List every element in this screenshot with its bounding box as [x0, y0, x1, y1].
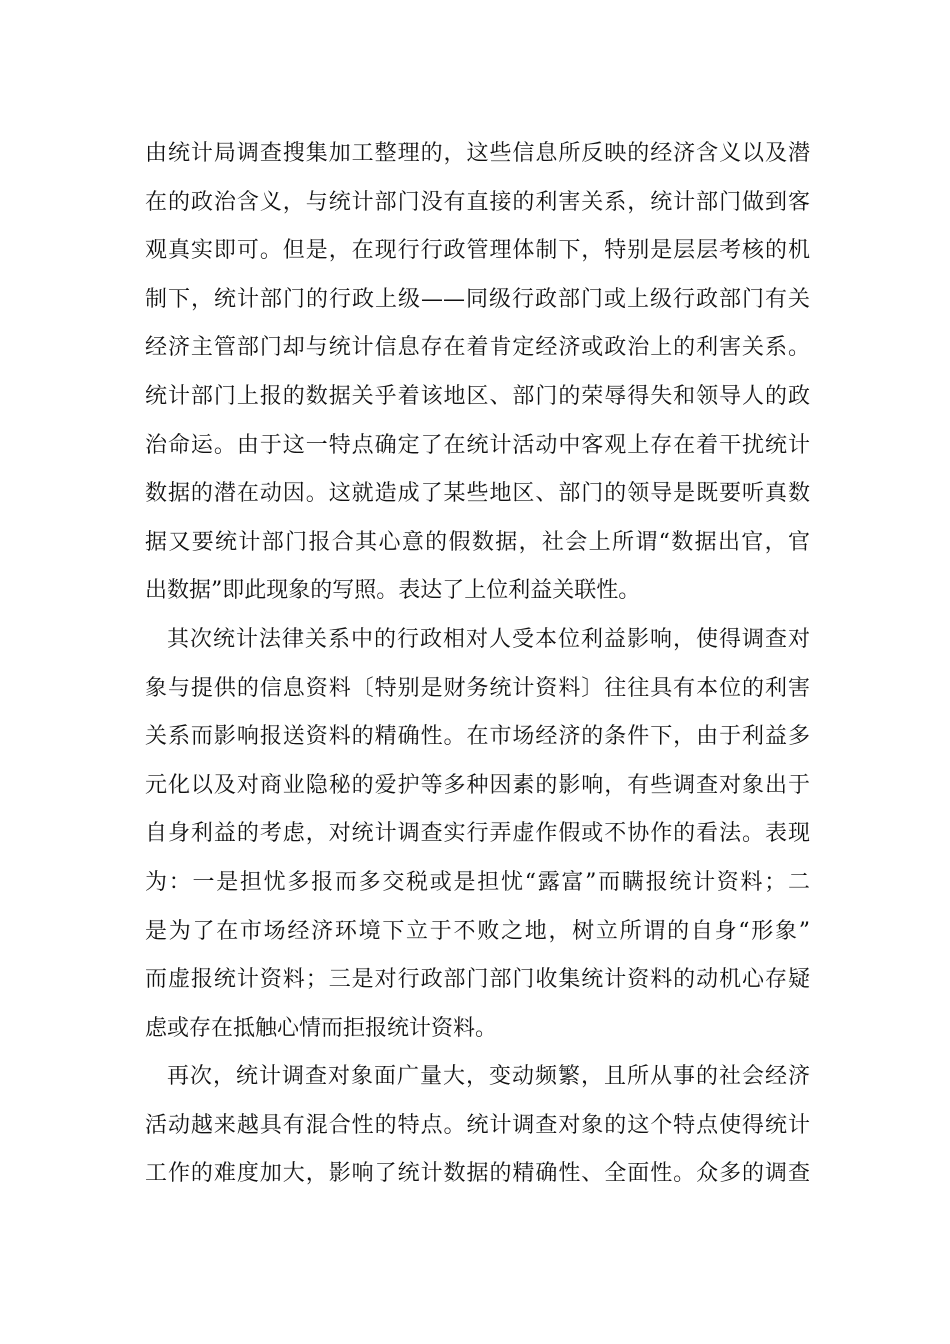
- text-line: 制下，统计部门的行政上级——同级行政部门或上级行政部门有关: [145, 286, 810, 312]
- text-line: 元化以及对商业隐秘的爱护等多种因素的影响，有些调查对象出于: [145, 772, 810, 798]
- text-line: 自身利益的考虑，对统计调查实行弄虚作假或不协作的看法。表现: [145, 821, 810, 847]
- text-line: 是为了在市场经济环境下立于不败之地，树立所谓的自身“形象”: [145, 918, 810, 944]
- text-line: 数据的潜在动因。这就造成了某些地区、部门的领导是既要听真数: [145, 481, 810, 507]
- text-line: 由统计局调查搜集加工整理的，这些信息所反映的经济含义以及潜: [145, 141, 810, 166]
- text-line: 出数据”即此现象的写照。表达了上位利益关联性。: [145, 578, 641, 604]
- text-line: 观真实即可。但是，在现行行政管理体制下，特别是层层考核的机: [145, 238, 810, 264]
- text-line: 经济主管部门却与统计信息存在着肯定经济或政治上的利害关系。: [145, 335, 810, 361]
- text-line: 工作的难度加大，影响了统计数据的精确性、全面性。众多的调查: [145, 1161, 810, 1187]
- text-line: 其次统计法律关系中的行政相对人受本位利益影响，使得调查对: [167, 626, 810, 652]
- text-line: 活动越来越具有混合性的特点。统计调查对象的这个特点使得统计: [145, 1112, 810, 1138]
- text-line: 象与提供的信息资料〔特别是财务统计资料〕往往具有本位的利害: [145, 675, 810, 701]
- text-line: 而虚报统计资料；三是对行政部门部门收集统计资料的动机心存疑: [145, 967, 810, 993]
- body-text: [145, 130, 810, 1199]
- text-line: 据又要统计部门报合其心意的假数据，社会上所谓“数据出官，官: [145, 529, 810, 555]
- text-line: 再次，统计调查对象面广量大，变动频繁，且所从事的社会经济: [167, 1064, 810, 1090]
- text-line: 统计部门上报的数据关乎着该地区、部门的荣辱得失和领导人的政: [145, 383, 810, 409]
- text-line: 治命运。由于这一特点确定了在统计活动中客观上存在着干扰统计: [145, 432, 810, 458]
- text-line: 虑或存在抵触心情而拒报统计资料。: [145, 1015, 498, 1041]
- text-line: 关系而影响报送资料的精确性。在市场经济的条件下，由于利益多: [145, 724, 810, 750]
- text-line: 在的政治含义，与统计部门没有直接的利害关系，统计部门做到客: [145, 189, 810, 215]
- text-line: 为：一是担忧多报而多交税或是担忧“露富”而瞒报统计资料；二: [145, 869, 810, 895]
